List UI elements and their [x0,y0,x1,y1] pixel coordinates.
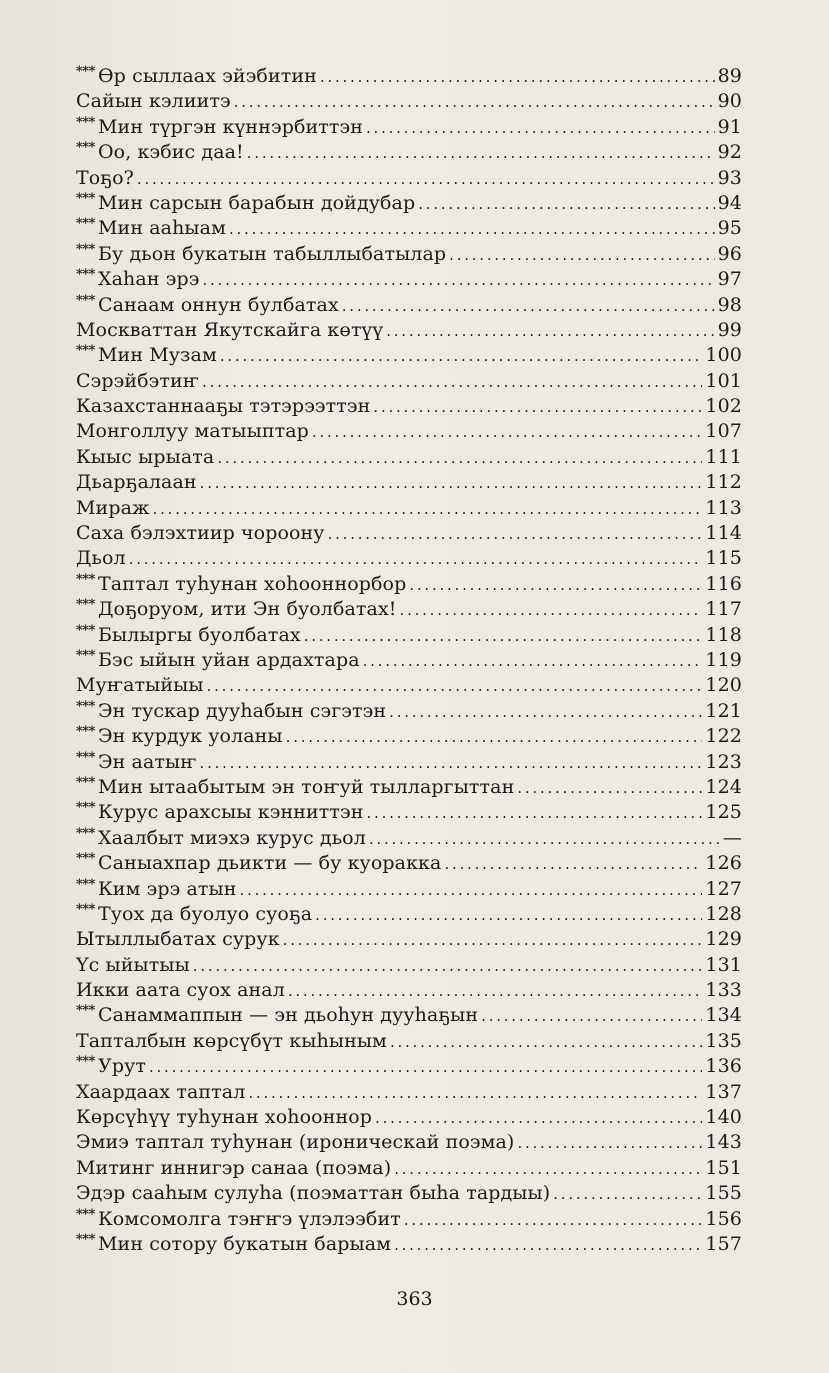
asterisk-marker: *** [76,343,95,359]
toc-entry-title: Санаммаппын — эн дьоһун дууһаҕын [98,1004,479,1027]
toc-entry-page-number: 107 [705,420,742,443]
toc-entry-page-number: 135 [705,1029,742,1052]
toc-entry-title: Эн тускар дууһабын сэгэтэн [98,699,387,722]
dot-leader [363,649,703,674]
toc-entry-title: Мин түргэн күннэрбиттэн [98,115,363,138]
toc-entry-page-number: 112 [705,471,742,494]
toc-entry-title: Кыыс ырыата [76,445,215,468]
toc-entry [76,750,742,775]
toc-entry-page-number: 119 [705,648,742,671]
dot-leader [248,1081,702,1106]
dot-leader [366,116,715,141]
toc-entry-page-number: 157 [705,1232,742,1255]
toc-entry [76,800,742,825]
toc-entry-title: Сэрэйбэтиҥ [76,369,200,392]
dot-leader [389,700,702,725]
toc-entry [76,826,742,851]
dot-leader [342,294,715,319]
toc-entry-title: Бэс ыйын уйан ардахтара [98,648,360,671]
toc-entry-page-number: 127 [705,877,742,900]
toc-entry-page-number: 91 [717,115,742,138]
toc-entry-page-number: 100 [705,344,742,367]
toc-entry-page-number: 124 [705,775,742,798]
dot-leader [286,725,703,750]
dot-leader [220,344,703,369]
toc-entry-title: Эмиэ таптал туһунан (ироническай поэма) [76,1131,515,1154]
toc-entry-title: Тапталбын көрсүбүт кыһыным [76,1029,387,1052]
toc-entry-page-number: 155 [705,1182,742,1205]
toc-entry [76,724,742,749]
dot-leader [304,624,703,649]
asterisk-marker: *** [76,64,95,79]
asterisk-marker: *** [76,140,95,156]
dot-leader [375,1106,702,1131]
toc-entry-title: Оо, кэбис даа! [98,141,244,164]
toc-entry-page-number: 129 [705,928,742,951]
toc-entry [76,623,742,648]
toc-entry-page-number: 92 [717,141,742,164]
toc-entry-title: Санаам оннун булбатах [98,293,339,316]
toc-entry-page-number: 137 [705,1080,742,1103]
asterisk-marker: *** [76,1206,95,1222]
toc-entry-page-number: 111 [705,445,742,468]
toc-entry-title: Мин Музам [98,344,217,367]
asterisk-marker: *** [76,774,95,790]
dot-leader [517,1131,702,1156]
toc-entry-title: Муҥатыйыы [76,674,204,697]
toc-entry [76,1105,742,1130]
toc-entry-title: Митинг иннигэр санаа (поэма) [76,1156,392,1179]
dot-leader [404,1208,703,1233]
toc-entry [76,597,742,622]
toc-entry-title: Дьол [76,547,126,570]
toc-entry [76,89,742,114]
toc-entry-page-number: 125 [705,801,742,824]
toc-entry-page-number: 116 [705,572,742,595]
toc-entry-page-number: 122 [705,725,742,748]
toc-entry-title: Хаалбыт миэхэ курус дьол [98,826,366,849]
toc-entry-page-number: 118 [705,623,742,646]
toc-entry [76,191,742,216]
toc-entry-title: Комсомолга тэҥҥэ үлэлээбит [98,1207,401,1230]
toc-entry [76,470,742,495]
toc-entry-page-number: 97 [717,268,742,291]
dot-leader [129,547,703,572]
toc-entry-page-number: 117 [705,598,742,621]
toc-entry-page-number: 94 [717,191,742,214]
toc-entry-page-number: 134 [705,1004,742,1027]
toc-entry [76,953,742,978]
dot-leader [394,1157,702,1182]
asterisk-marker: *** [76,241,95,257]
toc-entry-title: Саха бэлэхтиир чороону [76,522,325,545]
toc-entry-title: Дьарҕалаан [76,471,197,494]
dot-leader [320,65,715,90]
dot-leader [418,192,714,217]
toc-entry-title: Казахстаннааҕы тэтэрээттэн [76,395,371,418]
asterisk-marker: *** [76,1231,95,1247]
dot-leader [193,954,703,979]
toc-entry-title: Ытыллыбатах сурук [76,928,280,951]
toc-entry-page-number: 133 [705,979,742,1002]
toc-entry-page-number: 95 [717,217,742,240]
dot-leader [153,497,703,522]
toc-entry-title: Монголлуу матыыптар [76,420,309,443]
toc-entry [76,1232,742,1257]
toc-entry [76,902,742,927]
toc-entry [76,775,742,800]
toc-entry-title: Көрсүһүү туһунан хоһооннор [76,1106,373,1129]
asterisk-marker: *** [76,749,95,765]
toc-entry [76,1156,742,1181]
toc-entry [76,242,742,267]
asterisk-marker: *** [76,292,95,308]
toc-entry-title: Үс ыйытыы [76,953,190,976]
toc-entry [76,1207,742,1232]
toc-entry-page-number: — [722,826,742,849]
toc-entry-page-number: 128 [705,902,742,925]
toc-entry-title: Тоҕо? [76,166,134,189]
toc-entry-title: Урут [98,1055,146,1078]
toc-entry-title: Хаардаах таптал [76,1080,246,1103]
toc-entry [76,1181,742,1206]
dot-leader [367,801,703,826]
asterisk-marker: *** [76,1003,95,1019]
toc-entry [76,851,742,876]
toc-entry-title: Бу дьон букатын табыллыбатылар [98,242,447,265]
toc-entry-title: Туох да буолуо суоҕа [98,902,313,925]
toc-entry-title: Саныахпар дьикти — бу куоракка [98,852,442,875]
toc-entry-page-number: 113 [705,496,742,519]
toc-entry [76,699,742,724]
toc-entry [76,496,742,521]
dot-leader [394,1233,702,1258]
asterisk-marker: *** [76,1054,95,1070]
asterisk-marker: *** [76,851,95,867]
toc-entry-title: Ким эрэ атын [98,877,237,900]
toc-entry [76,318,742,343]
asterisk-marker: *** [76,216,95,232]
toc-entry [76,64,742,89]
asterisk-marker: *** [76,597,95,613]
toc-entry-page-number: 121 [705,699,742,722]
asterisk-marker: *** [76,800,95,816]
asterisk-marker: *** [76,267,95,283]
toc-entry [76,978,742,1003]
asterisk-marker: *** [76,901,95,917]
asterisk-marker: *** [76,571,95,587]
toc-entry [76,648,742,673]
toc-entry-page-number: 123 [705,750,742,773]
toc-entry-title: Былыргы буолбатах [98,623,301,646]
toc-entry [76,546,742,571]
dot-leader [315,903,702,928]
dot-leader [202,370,702,395]
toc-entry-title: Мин сарсын барабын дойдубар [98,191,416,214]
toc-entry-title: Эдэр сааһым сулуһа (поэматтан быһа тардыы) [76,1182,551,1205]
toc-entry [76,1130,742,1155]
toc-entry [76,115,742,140]
asterisk-marker: *** [76,876,95,892]
toc-entry-page-number: 151 [705,1156,742,1179]
toc-entry [76,394,742,419]
asterisk-marker: *** [76,698,95,714]
toc-entry [76,877,742,902]
toc-entry-page-number: 99 [717,318,742,341]
dot-leader [149,1055,702,1080]
asterisk-marker: *** [76,825,95,841]
toc-entry-page-number: 136 [705,1055,742,1078]
dot-leader [400,598,703,623]
toc-entry [76,140,742,165]
toc-entry [76,369,742,394]
asterisk-marker: *** [76,724,95,740]
dot-leader [283,928,703,953]
dot-leader [312,420,703,445]
dot-leader [369,827,720,852]
toc-entry-page-number: 101 [705,369,742,392]
toc-entry-title: Мираж [76,496,150,519]
toc-entry [76,1003,742,1028]
toc-entry-page-number: 140 [705,1106,742,1129]
toc-entry-title: Өр сыллаах эйэбитин [98,65,317,87]
toc-entry-page-number: 114 [705,522,742,545]
toc-entry [76,521,742,546]
toc-entry-title: Доҕоруом, ити Эн буолбатах! [98,598,397,621]
page-number: 363 [396,1288,433,1310]
toc-entry [76,293,742,318]
dot-leader [409,573,702,598]
dot-leader [481,1004,702,1029]
dot-leader [444,852,702,877]
toc-entry-page-number: 120 [705,674,742,697]
asterisk-marker: *** [76,647,95,663]
toc-entry-page-number: 102 [705,395,742,418]
toc-entry-page-number: 90 [717,90,742,113]
dot-leader [137,167,715,192]
toc-entry-page-number: 143 [705,1131,742,1154]
dot-leader [207,674,703,699]
toc-entry-page-number: 93 [717,166,742,189]
toc-entry [76,572,742,597]
toc-entry-page-number: 96 [717,242,742,265]
asterisk-marker: *** [76,114,95,130]
toc-entry-title: Мин ытаабытым эн тоҥуй тылларгыттан [98,775,515,798]
dot-leader [234,90,715,115]
toc-entry [76,216,742,241]
toc-entry-page-number: 126 [705,852,742,875]
toc-entry [76,1080,742,1105]
toc-entry-title: Эн курдук уоланы [98,725,283,748]
toc-entry-title: Сайын кэлиитэ [76,90,231,113]
dot-leader [229,217,715,242]
dot-leader [517,776,702,801]
dot-leader [202,268,714,293]
dot-leader [449,243,714,268]
dot-leader [240,878,703,903]
dot-leader [217,446,702,471]
toc-entry-page-number: 131 [705,953,742,976]
toc-entry-title: Мин ааһыам [98,217,226,240]
dot-leader [553,1182,702,1207]
toc-entry-title: Мин сотору букатын барыам [98,1232,392,1255]
toc-entry [76,166,742,191]
toc-entry-page-number: 156 [705,1207,742,1230]
asterisk-marker: *** [76,622,95,638]
dot-leader [390,1030,702,1055]
toc-entry-title: Хаһан эрэ [98,268,200,291]
toc-entry-title: Икки аата суох анал [76,979,285,1002]
asterisk-marker: *** [76,190,95,206]
toc-entry [76,927,742,952]
toc-entry-page-number: 89 [717,65,742,87]
toc-entry [76,445,742,470]
toc-entry-title: Эн аатыҥ [98,750,197,773]
dot-leader [328,522,703,547]
toc-entry-page-number: 98 [717,293,742,316]
dot-leader [200,471,703,496]
dot-leader [200,751,703,776]
dot-leader [386,319,714,344]
toc-entry-page-number: 115 [705,547,742,570]
toc-entry-title: Москваттан Якутскайга көтүү [76,318,384,341]
toc-entry [76,1054,742,1079]
toc-entry-title: Курус арахсыы кэнниттэн [98,801,364,824]
toc-entry [76,343,742,368]
dot-leader [373,395,702,420]
toc-entry [76,419,742,444]
toc-entry [76,673,742,698]
dot-leader [288,979,703,1004]
toc-entry-title: Таптал туһунан хоһооннорбор [98,572,407,595]
toc-entry [76,267,742,292]
toc-entry [76,1029,742,1054]
table-of-contents [76,64,742,1257]
dot-leader [247,141,715,166]
